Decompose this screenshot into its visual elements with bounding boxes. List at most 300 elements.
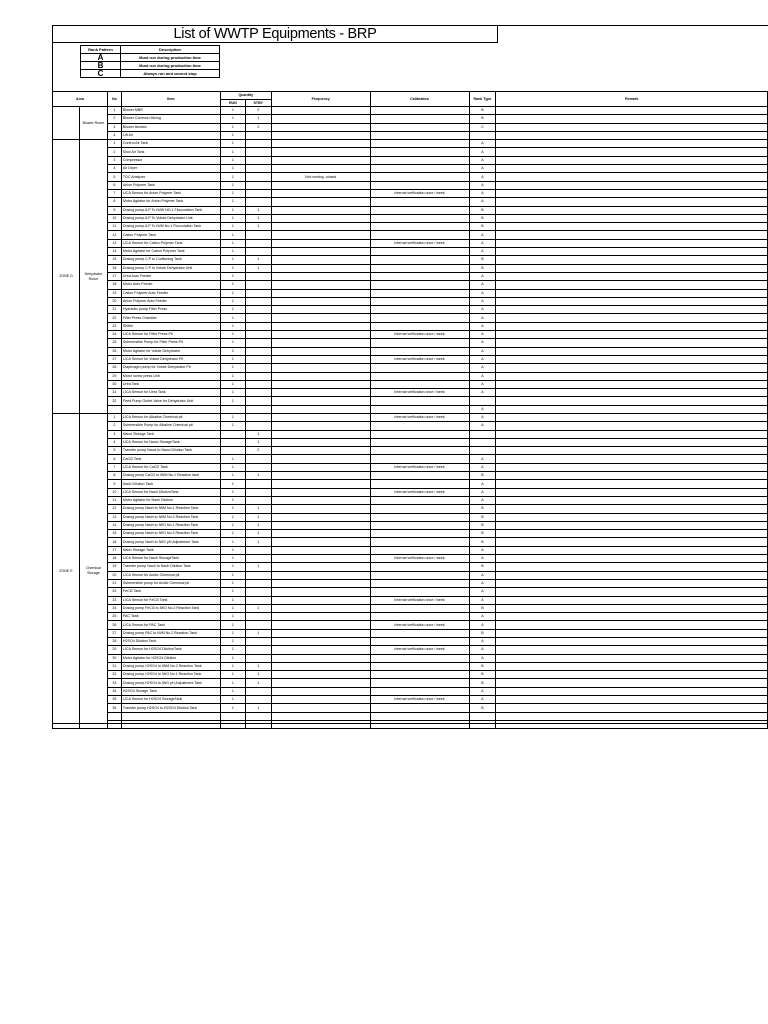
row-remark [496,314,768,322]
row-calibration: Internal verification once / week [370,389,469,397]
row-stby [245,272,271,280]
row-calibration [370,654,469,662]
row-remark [496,513,768,521]
row-item: Dosing pump H2SO4 to IWM No.2 Reaction Tank [121,662,220,670]
row-remark [496,380,768,388]
row-calibration [370,638,469,646]
row-stby [245,364,271,372]
row-run: 1 [220,339,245,347]
table-row [53,563,768,571]
row-calibration [370,115,469,123]
row-frequency [271,530,370,538]
row-run: 1 [220,496,245,504]
rank-legend [80,45,220,78]
row-stby [245,322,271,330]
row-calibration: Internal verification once / week [370,621,469,629]
row-run: 1 [220,621,245,629]
row-remark [496,272,768,280]
row-calibration: Internal verification once / week [370,189,469,197]
row-frequency [271,248,370,256]
row-rank: B [469,223,496,231]
row-rank: A [469,455,496,463]
header-calibration: Calibration [370,92,469,107]
row-frequency [271,613,370,621]
row-rank: A [469,579,496,587]
table-row [53,214,768,222]
row-no: 24 [107,604,121,612]
table-row [53,430,768,438]
row-stby [245,696,271,704]
row-remark [496,331,768,339]
row-stby [245,720,271,728]
row-remark [496,604,768,612]
row-remark [496,397,768,405]
row-no: 3 [107,123,121,131]
table-row [53,165,768,173]
row-rank: A [469,148,496,156]
row-calibration [370,264,469,272]
row-calibration: Internal verification once / week [370,413,469,421]
row-run: 1 [220,696,245,704]
table-row [53,198,768,206]
row-item: Shifter [121,322,220,330]
row-remark [496,123,768,131]
row-rank: A [469,289,496,297]
row-stby [245,397,271,405]
row-rank: A [469,405,496,413]
row-rank: A [469,297,496,305]
row-calibration [370,546,469,554]
row-remark [496,455,768,463]
row-run: 1 [220,389,245,397]
row-item: Motor Agitator for Cation Polymer Tank [121,248,220,256]
row-frequency [271,662,370,670]
table-row [53,148,768,156]
row-item: Control Air Tank [121,140,220,148]
row-stby: 1 [245,256,271,264]
row-calibration: Internal verification once / week [370,646,469,654]
row-calibration [370,422,469,430]
row-run: 1 [220,314,245,322]
row-rank: A [469,638,496,646]
row-rank: A [469,239,496,247]
header-area: Area [53,92,108,107]
table-row [53,372,768,380]
row-remark [496,571,768,579]
row-item: Naoh Storage Tank [121,546,220,554]
header-frequency: Frequency [271,92,370,107]
row-remark [496,289,768,297]
row-rank: A [469,198,496,206]
row-no: 18 [107,555,121,563]
row-stby [245,131,271,139]
table-row [53,488,768,496]
row-frequency [271,646,370,654]
row-frequency [271,264,370,272]
row-rank: A [469,588,496,596]
row-remark [496,405,768,413]
row-frequency [271,256,370,264]
table-row [53,123,768,131]
table-row [53,364,768,372]
row-rank: B [469,604,496,612]
row-remark [496,165,768,173]
row-run: 1 [220,331,245,339]
table-row [53,264,768,272]
row-run [220,405,245,413]
row-frequency [271,115,370,123]
table-row [53,306,768,314]
row-frequency [271,720,370,728]
row-run: 1 [220,629,245,637]
row-run: 1 [220,488,245,496]
row-run: 1 [220,148,245,156]
row-stby: 1 [245,214,271,222]
row-run: 1 [220,613,245,621]
row-run: 1 [220,463,245,471]
row-frequency [271,306,370,314]
row-no: 25 [107,339,121,347]
row-item: LICA Sensor for H2SO4 DilutionTank [121,646,220,654]
row-rank: B [469,662,496,670]
row-frequency [271,521,370,529]
table-row [53,347,768,355]
area-cell: Blower Room [79,107,107,140]
row-no: 33 [107,679,121,687]
row-item: Blower Aerobic [121,123,220,131]
row-frequency [271,231,370,239]
row-run: 1 [220,455,245,463]
row-calibration: Internal verification once / week [370,331,469,339]
table-row [53,546,768,554]
row-remark [496,140,768,148]
row-no: 1 [107,140,121,148]
row-remark [496,538,768,546]
row-calibration [370,720,469,728]
row-frequency [271,405,370,413]
row-remark [496,248,768,256]
row-rank: A [469,422,496,430]
row-frequency [271,488,370,496]
header-run: RUN [220,99,245,107]
row-no: 15 [107,256,121,264]
row-calibration: Internal verification once / week [370,696,469,704]
row-frequency [271,604,370,612]
row-calibration [370,248,469,256]
row-remark [496,256,768,264]
row-rank: A [469,173,496,181]
row-run: 1 [220,181,245,189]
row-frequency [271,189,370,197]
row-stby [245,621,271,629]
table-row [53,380,768,388]
row-item: Naoh Dilution Tank [121,480,220,488]
row-frequency [271,347,370,355]
row-stby: 2 [245,447,271,455]
header-remark: Remark [496,92,768,107]
row-run: 1 [220,513,245,521]
row-remark [496,712,768,720]
row-item [121,720,220,728]
row-remark [496,687,768,695]
row-stby [245,331,271,339]
table-row [53,231,768,239]
row-item: LICA Sensor for PAC Tank [121,621,220,629]
row-rank: A [469,364,496,372]
row-rank: B [469,563,496,571]
header-rank-type: Rank Type [469,92,496,107]
header-no: No [107,92,121,107]
table-row [53,140,768,148]
row-item: PAC Tank [121,613,220,621]
row-stby [245,422,271,430]
row-frequency [271,480,370,488]
row-run: 1 [220,654,245,662]
row-item: Compressor [121,156,220,164]
row-item: Dosing pump A.P To IWW NO.1 Flocculation Tank [121,206,220,214]
row-remark [496,430,768,438]
table-row [53,579,768,587]
row-calibration [370,563,469,571]
row-item: LICA Sensor for Filter Press Pit [121,331,220,339]
row-remark [496,488,768,496]
row-calibration [370,272,469,280]
row-stby [245,181,271,189]
row-frequency [271,596,370,604]
table-row [53,638,768,646]
row-item: LICA Sensor for Anion Polymer Tank [121,189,220,197]
row-item: Diaphragm pump for Volute Dehydrator Pit [121,364,220,372]
row-stby [245,579,271,587]
row-rank [469,430,496,438]
row-rank: A [469,322,496,330]
row-remark [496,679,768,687]
row-calibration [370,314,469,322]
row-item: Anion Polymer Auto Feeder [121,297,220,305]
row-frequency [271,472,370,480]
row-item: Motor Agitator for H2SO4 Dilution [121,654,220,662]
row-stby: 1 [245,505,271,513]
row-run: 1 [220,239,245,247]
row-no: 22 [107,588,121,596]
row-calibration [370,347,469,355]
row-calibration [370,181,469,189]
row-item: LICA Sensor for Volute Dehydrator Pit [121,355,220,363]
table-row [53,455,768,463]
row-run: 1 [220,231,245,239]
row-calibration [370,430,469,438]
row-no: 17 [107,272,121,280]
table-row [53,671,768,679]
row-calibration [370,214,469,222]
row-frequency [271,223,370,231]
row-item: Filter Press Chamber [121,314,220,322]
row-frequency [271,355,370,363]
row-remark [496,364,768,372]
row-no: 17 [107,546,121,554]
row-run: 1 [220,173,245,181]
table-row [53,588,768,596]
row-frequency [271,123,370,131]
legend-code: A [81,54,121,62]
row-no: 8 [107,198,121,206]
row-calibration [370,281,469,289]
row-frequency [271,712,370,720]
row-no: 15 [107,530,121,538]
row-item: Urea Tank [121,380,220,388]
row-no: 31 [107,389,121,397]
row-rank: A [469,596,496,604]
row-stby [245,413,271,421]
row-no: 9 [107,480,121,488]
row-frequency [271,438,370,446]
row-rank: A [469,654,496,662]
row-remark [496,588,768,596]
row-rank: A [469,281,496,289]
row-frequency [271,447,370,455]
row-remark [496,322,768,330]
row-remark [496,447,768,455]
row-remark [496,480,768,488]
row-item: LICA Sensor for FeCl3 Tank [121,596,220,604]
row-remark [496,638,768,646]
row-no: 4 [107,438,121,446]
row-no: 32 [107,671,121,679]
row-frequency [271,281,370,289]
row-frequency [271,272,370,280]
row-rank: B [469,530,496,538]
row-run: 1 [220,563,245,571]
row-item: Motor screw press Unit [121,372,220,380]
row-stby [245,613,271,621]
row-calibration: Internal verification once / week [370,596,469,604]
row-stby [245,588,271,596]
row-item: FeCl3 Tank [121,588,220,596]
row-remark [496,281,768,289]
row-no: 19 [107,289,121,297]
row-calibration [370,198,469,206]
row-frequency [271,198,370,206]
row-item: Dosing pump Naoh to IWO No.2 Reaction Tank [121,530,220,538]
row-rank: B [469,671,496,679]
row-item: Dosing pump Naoh to IWM No.1 Reaction Tank [121,505,220,513]
row-no: 22 [107,314,121,322]
row-rank: A [469,165,496,173]
row-remark [496,438,768,446]
row-calibration [370,662,469,670]
row-item: Motor Agitator for Volute Dehydrator [121,347,220,355]
row-stby [245,289,271,297]
table-row [53,604,768,612]
row-run [220,438,245,446]
table-row [53,613,768,621]
table-row [53,538,768,546]
row-stby [245,140,271,148]
row-no: 23 [107,596,121,604]
row-remark [496,339,768,347]
row-rank [469,438,496,446]
row-item: CaCl2 Tank [121,455,220,463]
row-no: 32 [107,397,121,405]
row-no: 2 [107,148,121,156]
row-no: 27 [107,629,121,637]
row-item: Dosing pump A.P To IWM No.1 Flocculation Tank [121,223,220,231]
row-run: 1 [220,662,245,670]
row-frequency [271,380,370,388]
legend-desc: Must run during production time [121,54,220,62]
header-stby: STBY [245,99,271,107]
table-row [53,696,768,704]
row-calibration [370,538,469,546]
row-run [220,447,245,455]
row-no: 23 [107,322,121,330]
row-item: Motor Agitator for Naoh Dilution [121,496,220,504]
row-run: 1 [220,480,245,488]
row-remark [496,413,768,421]
row-remark [496,704,768,712]
row-stby [245,638,271,646]
row-item: Dosing pump C.P to Codtioning Tank [121,256,220,264]
row-frequency [271,563,370,571]
row-stby: 1 [245,438,271,446]
table-row [53,679,768,687]
table-row [53,521,768,529]
row-calibration [370,571,469,579]
row-stby [245,297,271,305]
row-rank [469,397,496,405]
row-stby [245,596,271,604]
row-item: Lift Air [121,131,220,139]
row-no: 18 [107,281,121,289]
row-remark [496,347,768,355]
table-row [53,289,768,297]
table-row [53,629,768,637]
row-calibration [370,513,469,521]
row-rank: B [469,679,496,687]
row-frequency [271,297,370,305]
row-item: H2SO4 Dilution Tank [121,638,220,646]
row-frequency [271,579,370,587]
row-stby [245,156,271,164]
row-rank: A [469,231,496,239]
row-calibration [370,206,469,214]
row-no: 1 [107,413,121,421]
row-item: Submersible Pump for Alkaline Chemical pit [121,422,220,430]
row-no: 12 [107,231,121,239]
legend-desc: Must run during production time [121,62,220,70]
table-row [53,413,768,421]
row-no [107,720,121,728]
row-stby [245,555,271,563]
row-calibration [370,521,469,529]
row-stby [245,463,271,471]
row-remark [496,297,768,305]
row-rank: A [469,571,496,579]
table-row [53,331,768,339]
row-item: Dosing pump Naoh to IWM No.2 Reaction Tank [121,513,220,521]
row-run: 1 [220,198,245,206]
row-frequency [271,455,370,463]
row-no: 26 [107,347,121,355]
row-item: LICA Sensor for Naoci StorageTank [121,438,220,446]
row-item: Dosing pump CaCl2 to IWM No.1 Reaction tank [121,472,220,480]
row-run: 1 [220,372,245,380]
row-remark [496,646,768,654]
row-remark [496,521,768,529]
row-run: 1 [220,380,245,388]
row-remark [496,131,768,139]
row-remark [496,389,768,397]
